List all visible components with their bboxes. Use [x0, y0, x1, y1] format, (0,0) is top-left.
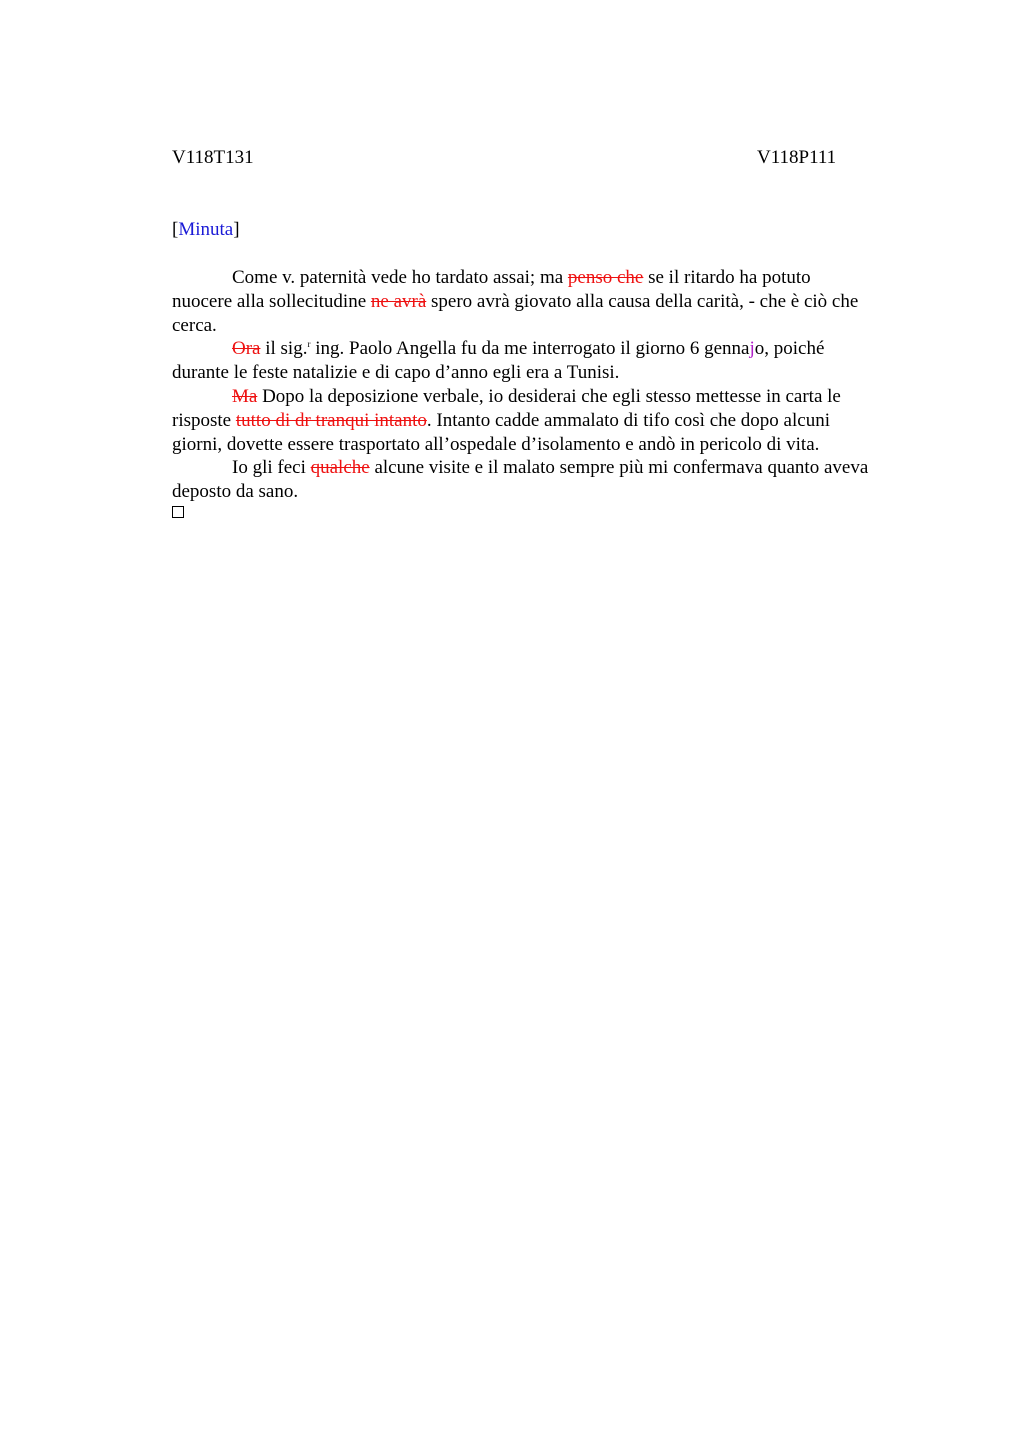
close-bracket: ] [233, 219, 240, 240]
end-of-text-marker [172, 506, 184, 518]
deleted-text: Ma [232, 385, 258, 407]
right-reference-code: V118P111 [757, 147, 837, 168]
paragraph-2 [172, 337, 932, 385]
section-label-text: Minuta [178, 219, 234, 240]
paragraph-3-line-1 [172, 385, 932, 409]
paragraph-1-line-3 [172, 314, 932, 338]
paragraph-1 [172, 266, 932, 337]
paragraph-2-line-1 [172, 337, 932, 361]
text-span: deposto da sano. [172, 481, 299, 503]
text-span: giorni, dovette essere trasportato all’ospedale d’isolamento e andò in pericolo di vita. [172, 433, 820, 455]
inserted-text: j [749, 338, 755, 360]
open-bracket: [ [172, 219, 179, 240]
deleted-text: qualche [310, 457, 370, 479]
paragraph-4-line-2 [172, 480, 932, 504]
text-span: ing. Paolo Angella fu da me interrogato il giorno 6 genna [310, 338, 750, 360]
text-span: Io gli feci [232, 457, 311, 479]
paragraph-1-line-2 [172, 290, 932, 314]
superscript: r [307, 339, 311, 350]
paragraph-2-line-2 [172, 361, 932, 385]
letter-body [172, 266, 932, 504]
paragraph-4 [172, 456, 932, 504]
text-span: durante le feste natalizie e di capo d’anno egli era a Tunisi. [172, 362, 620, 384]
paragraph-3-line-3 [172, 433, 932, 457]
text-span: . Intanto cadde ammalato di tifo così che dopo alcuni [426, 409, 830, 431]
deleted-text: penso che [567, 267, 644, 288]
text-span: se il ritardo ha potuto [643, 267, 811, 288]
deleted-text: Ora [232, 338, 261, 360]
paragraph-4-line-1 [172, 456, 932, 480]
text-span: alcune visite e il malato sempre più mi confermava quanto aveva [369, 457, 869, 479]
paragraph-3 [172, 385, 932, 456]
deleted-text: tutto di dr tranqui intanto [235, 409, 427, 431]
text-span: Come v. paternità vede ho tardato assai; ma [232, 267, 568, 288]
text-span: risposte [172, 409, 236, 431]
deleted-text: ne avrà [370, 290, 427, 312]
text-span: spero avrà giovato alla causa della carità, - che è ciò che [426, 290, 859, 312]
text-span: nuocere alla sollecitudine [172, 290, 371, 312]
text-span: il sig. [260, 338, 308, 360]
text-span: o, poiché [754, 338, 825, 360]
section-label [172, 218, 240, 242]
paragraph-3-line-2 [172, 409, 932, 433]
text-span: cerca. [172, 314, 217, 336]
text-span: Dopo la deposizione verbale, io desiderai che egli stesso mettesse in carta le [257, 385, 841, 407]
paragraph-1-line-1 [172, 266, 932, 290]
left-reference-code: V118T131 [172, 147, 254, 168]
